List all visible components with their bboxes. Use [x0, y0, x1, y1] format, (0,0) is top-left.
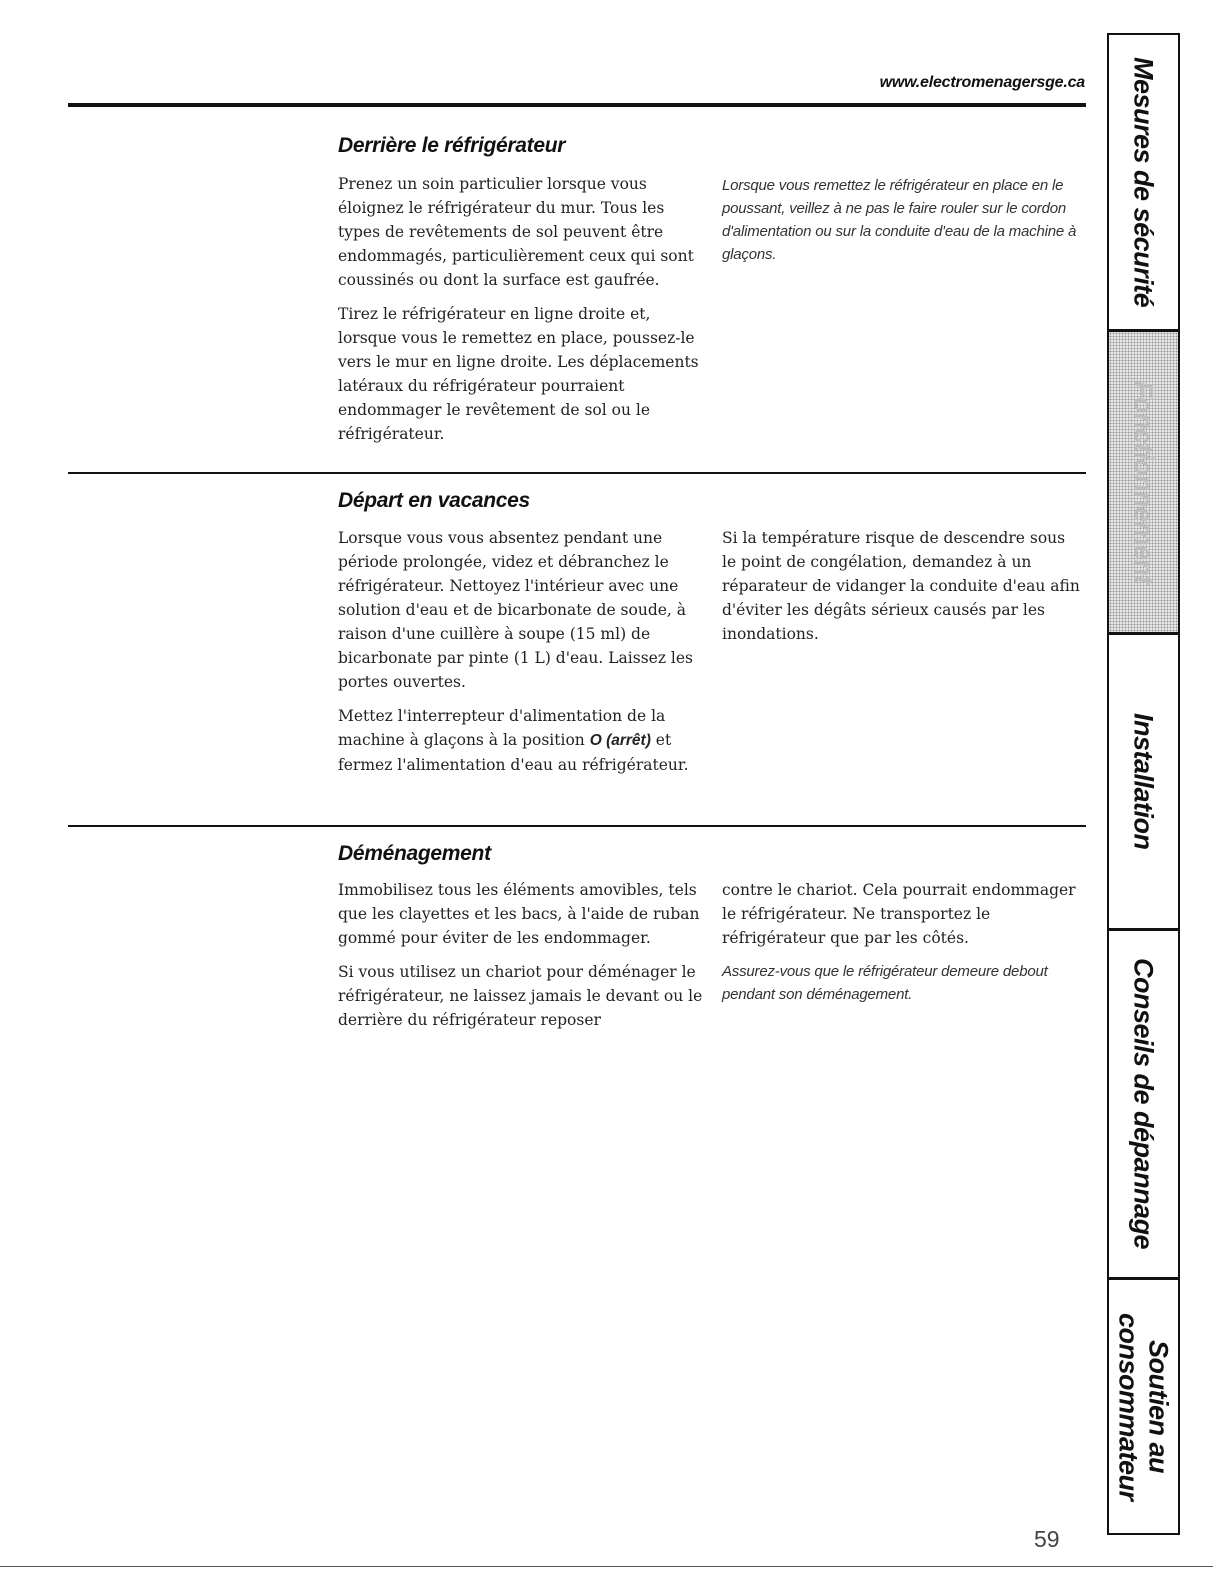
tab-installation[interactable]	[1109, 635, 1178, 931]
tab-safety[interactable]	[1109, 35, 1178, 332]
section-moving-left	[338, 878, 710, 1042]
moving-note: Assurez-vous que le réfrigérateur demeure debout pendant son déménagement.	[722, 963, 1048, 1003]
paragraph: Tirez le réfrigérateur en ligne droite et, lorsque vous le remettez en place, poussez-le vers le mur en ligne droite. Les déplacements latéraux du réfrigérateur pourraient endommager le revêtement de sol ou le réfrigérateur.	[338, 305, 699, 443]
section-vacation-left	[338, 526, 710, 787]
section-divider	[68, 825, 1086, 827]
paragraph: Lorsque vous vous absentez pendant une période prolongée, videz et débranchez le réfrigérateur. Nettoyez l'intérieur avec une solution d'eau et de bicarbonate de soude, à raison d'une cuillère à soupe (15 ml) de bicarbonate par pinte (1 L) d'eau. Laissez les portes ouvertes.	[338, 529, 693, 691]
paragraph: Si vous utilisez un chariot pour déménager le réfrigérateur, ne laissez jamais le devant ou le derrière du réfrigérateur reposer	[338, 963, 703, 1029]
section-vacation-right	[722, 526, 1084, 656]
section-moving-right	[722, 878, 1084, 1016]
paragraph: contre le chariot. Cela pourrait endommager le réfrigérateur. Ne transportez le réfrigérateur que par les côtés.	[722, 881, 1076, 947]
tab-consumer-support[interactable]	[1109, 1280, 1178, 1533]
page-edge	[0, 1566, 1213, 1567]
text-fragment: Mettez l'interrepteur d'alimentation de la machine à glaçons à la position	[338, 707, 666, 749]
tab-troubleshooting[interactable]	[1109, 931, 1178, 1280]
tab-label: Soutien au consommateur	[1113, 1312, 1174, 1501]
tab-label: Installation	[1128, 713, 1159, 850]
section-divider	[68, 472, 1086, 474]
text-fragment: et fermez l'alimentation d'eau au réfrigérateur.	[338, 731, 689, 774]
header-rule	[68, 103, 1086, 107]
tab-label: Mesures de sécurité	[1128, 56, 1159, 308]
section-title-moving: Déménagement	[338, 842, 491, 865]
section-title-behind: Derrière le réfrigérateur	[338, 134, 566, 157]
tab-label: Fonctionnement	[1128, 380, 1159, 584]
paragraph: Immobilisez tous les éléments amovibles, tels que les clayettes et les bacs, à l'aide de ruban gommé pour éviter de les endommager.	[338, 881, 700, 947]
paragraph	[338, 704, 710, 777]
tab-label: Conseils de dépannage	[1128, 958, 1159, 1250]
ice-maker-off-position: O (arrêt)	[589, 732, 651, 749]
tab-operation[interactable]	[1109, 332, 1178, 635]
paragraph: Si la température risque de descendre sous le point de congélation, demandez à un réparateur de vidanger la conduite d'eau afin d'éviter les dégâts sérieux causés par les inondations.	[722, 529, 1080, 643]
section-behind-left	[338, 172, 710, 456]
paragraph: Prenez un soin particulier lorsque vous éloignez le réfrigérateur du mur. Tous les types de revêtements de sol peuvent être endommagés, particulièrement ceux qui sont coussinés ou dont la surface est gaufrée.	[338, 175, 694, 289]
section-behind-note: Lorsque vous remettez le réfrigérateur en place en le poussant, veillez à ne pas le faire rouler sur le cordon d'alimentation ou sur la conduite d'eau de la machine à glaçons.	[722, 177, 1077, 263]
page-number: 59	[1034, 1526, 1060, 1552]
section-title-vacation: Départ en vacances	[338, 489, 530, 512]
website-url: www.electromenagersge.ca	[879, 74, 1085, 91]
section-tabs	[1107, 33, 1180, 1535]
